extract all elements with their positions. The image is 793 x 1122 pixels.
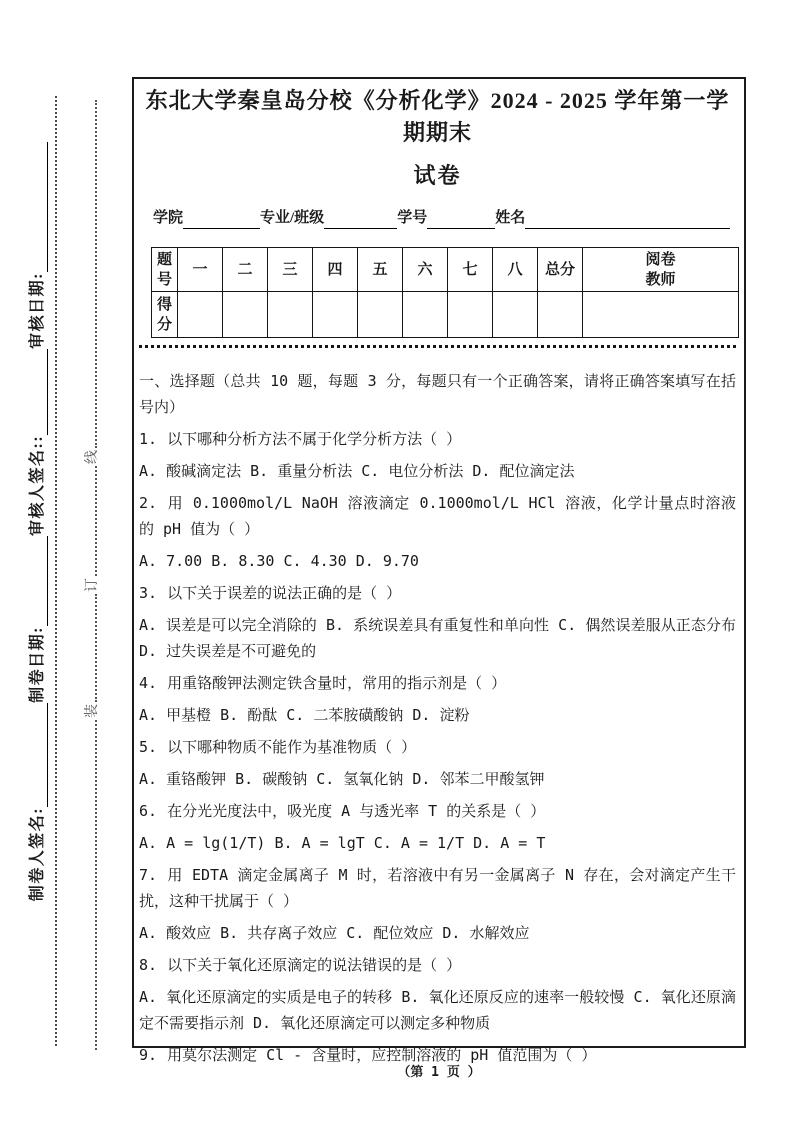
- stamp-labels-strip: [26, 100, 64, 1050]
- col-header-4: 四: [313, 248, 358, 292]
- question-options: A. 重铬酸钾 B. 碳酸钠 C. 氢氧化钠 D. 邻苯二甲酸氢钾: [139, 770, 545, 788]
- score-cell: [313, 292, 358, 338]
- grader-header-line1: 阅卷: [645, 251, 676, 268]
- question-number: 9.: [139, 1046, 158, 1064]
- binding-line-strip: [84, 100, 102, 1050]
- question-options: A. 酸碱滴定法 B. 重量分析法 C. 电位分析法 D. 配位滴定法: [139, 462, 575, 480]
- question-2: [139, 490, 736, 574]
- question-stem: [139, 798, 736, 824]
- question-number: 5.: [139, 738, 158, 756]
- student-id-blank: [427, 208, 495, 229]
- question-number: 6.: [139, 802, 158, 820]
- binding-char-xian: 线: [85, 450, 100, 464]
- question-stem-text: 以下关于氧化还原滴定的说法错误的是（ ）: [167, 956, 462, 974]
- score-cell: [448, 292, 493, 338]
- college-blank: [183, 208, 260, 229]
- question-1: [139, 426, 736, 484]
- question-stem: [139, 862, 736, 914]
- question-7: [139, 862, 736, 946]
- question-stem: [139, 952, 736, 978]
- reviewer-signature-blank: [26, 349, 48, 435]
- question-4: [139, 670, 736, 728]
- score-cell: [223, 292, 268, 338]
- question-stem-text: 用 0.1000mol/L NaOH 溶液滴定 0.1000mol/L HCl 溶液，化学计量点时溶液的 pH 值为（ ）: [139, 494, 736, 538]
- question-options: A. 7.00 B. 8.30 C. 4.30 D. 9.70: [139, 552, 419, 570]
- question-8: [139, 952, 736, 1036]
- score-table-score-row: [152, 292, 739, 338]
- question-stem-text: 用重铬酸钾法测定铁含量时，常用的指示剂是（ ）: [167, 674, 507, 692]
- name-blank: [525, 208, 730, 229]
- question-number: 7.: [139, 866, 158, 884]
- question-6: [139, 798, 736, 856]
- question-stem: [139, 734, 736, 760]
- question-options: A. 甲基橙 B. 酚酞 C. 二苯胺磺酸钠 D. 淀粉: [139, 706, 470, 724]
- question-number: 2.: [139, 494, 158, 512]
- question-number: 1.: [139, 430, 158, 448]
- exam-title-line1: 东北大学秦皇岛分校《分析化学》2024 - 2025 学年第一学期期末: [145, 88, 730, 145]
- exam-title-line2: 试卷: [413, 163, 462, 188]
- question-stem: [139, 580, 736, 606]
- score-table: [151, 247, 739, 338]
- question-stem: [139, 426, 736, 452]
- printer-signature-label: 制卷人签名:: [29, 806, 46, 902]
- print-date-blank: [26, 536, 48, 626]
- score-cell: [403, 292, 448, 338]
- name-label: 姓名: [495, 210, 526, 226]
- page-footer: （第 1 页 ）: [397, 1065, 481, 1080]
- question-options: A. A = lg(1/T) B. A = lgT C. A = 1/T D. A = T: [139, 834, 546, 852]
- exam-content-box: [132, 77, 746, 1064]
- question-3: [139, 580, 736, 664]
- question-number: 4.: [139, 674, 158, 692]
- question-stem-text: 在分光光度法中，吸光度 A 与透光率 T 的关系是（ ）: [167, 802, 546, 820]
- question-stem-text: 以下哪种分析方法不属于化学分析方法（ ）: [167, 430, 462, 448]
- grader-header-line2: 教师: [645, 271, 676, 288]
- reviewer-signature-label: 审核人签名::: [29, 434, 46, 537]
- score-cell: [268, 292, 313, 338]
- question-stem: [139, 490, 736, 542]
- question-stem-text: 以下哪种物质不能作为基准物质（ ）: [167, 738, 417, 756]
- question-stem: [139, 670, 736, 696]
- question-number: 3.: [139, 584, 158, 602]
- question-number-header: 题号: [152, 248, 178, 292]
- major-class-blank: [324, 208, 397, 229]
- review-date-label: 审核日期:: [29, 272, 46, 349]
- question-options: A. 酸效应 B. 共存离子效应 C. 配位效应 D. 水解效应: [139, 924, 530, 942]
- binding-dotted-segment: [84, 100, 97, 448]
- score-cell: [538, 292, 583, 338]
- question-number: 8.: [139, 956, 158, 974]
- binding-dotted-segment: [84, 466, 97, 576]
- strip-spacer: [26, 901, 27, 1050]
- col-header-5: 五: [358, 248, 403, 292]
- score-row-header: 得分: [152, 292, 178, 338]
- binding-dotted-segment: [84, 720, 97, 1050]
- grader-cell: [583, 292, 739, 338]
- question-stem-text: 用 EDTA 滴定金属离子 M 时，若溶液中有另一金属离子 N 存在，会对滴定产生干扰，这种干扰属于（ ）: [139, 866, 736, 910]
- score-cell: [178, 292, 223, 338]
- college-label: 学院: [153, 210, 184, 226]
- strip-spacer: [26, 100, 27, 142]
- student-id-label: 学号: [397, 210, 428, 226]
- score-table-header-row: [152, 248, 739, 292]
- col-header-total: 总分: [538, 248, 583, 292]
- question-stem-text: 用莫尔法测定 Cl - 含量时，应控制溶液的 pH 值范围为（ ）: [167, 1046, 597, 1064]
- print-date-label: 制卷日期:: [29, 626, 46, 703]
- binding-guide-dotted-line: [55, 96, 57, 1046]
- col-header-6: 六: [403, 248, 448, 292]
- score-cell: [493, 292, 538, 338]
- major-class-label: 专业/班级: [260, 210, 325, 226]
- question-5: [139, 734, 736, 792]
- col-header-1: 一: [178, 248, 223, 292]
- dotted-separator: [139, 345, 736, 348]
- binding-char-ding: 订: [85, 578, 100, 592]
- question-options: A. 误差是可以完全消除的 B. 系统误差具有重复性和单向性 C. 偶然误差服从正态分布 D. 过失误差是不可避免的: [139, 616, 736, 660]
- col-header-7: 七: [448, 248, 493, 292]
- col-header-3: 三: [268, 248, 313, 292]
- review-date-blank: [26, 142, 48, 272]
- col-header-8: 八: [493, 248, 538, 292]
- question-stem-text: 以下关于误差的说法正确的是（ ）: [167, 584, 402, 602]
- section-heading: 一、选择题（总共 10 题，每题 3 分，每题只有一个正确答案，请将正确答案填写在括号内）: [139, 372, 736, 416]
- printer-signature-blank: [26, 703, 48, 807]
- col-header-2: 二: [223, 248, 268, 292]
- question-options: A. 氧化还原滴定的实质是电子的转移 B. 氧化还原反应的速率一般较慢 C. 氧化还原滴定不需要指示剂 D. 氧化还原滴定可以测定多种物质: [139, 988, 736, 1032]
- binding-char-zhuang: 装: [85, 704, 100, 718]
- grader-header: [583, 248, 739, 292]
- score-cell: [358, 292, 403, 338]
- binding-dotted-segment: [84, 594, 97, 702]
- student-info-row: [153, 207, 730, 229]
